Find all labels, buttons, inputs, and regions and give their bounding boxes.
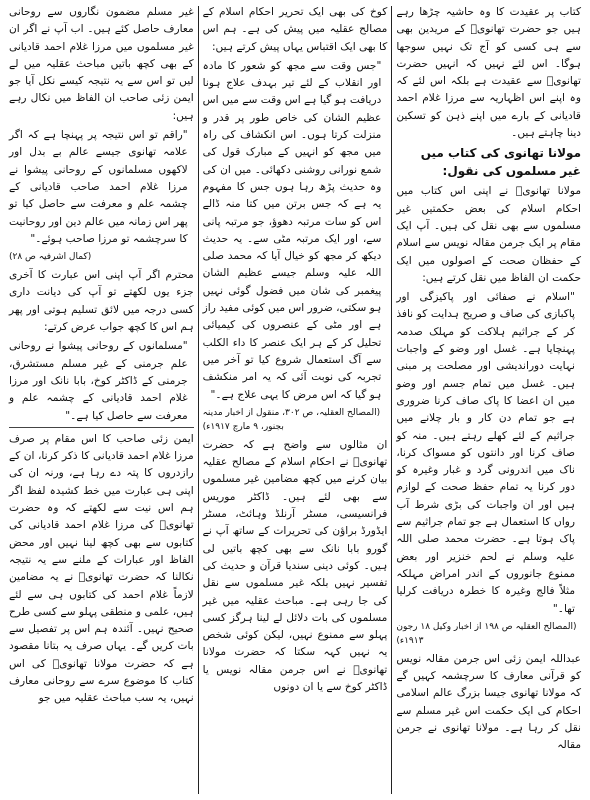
column-left <box>5 4 198 796</box>
section-separator <box>9 427 194 428</box>
body-paragraph: غیر مسلم مضمون نگاروں سے روحانی معارف حاصل کئے ہیں۔ اب آپ نے اگر ان غیر مسلموں میں مرزا غلام احمد قادیانی کے بھی کچھ باتیں مباحث عقلیہ میں لے لیں تو اس سے یہ نتیجہ کیسے نکل آیا جو ایمن زئی صاحب ان الفاظ میں نکال رہے ہیں: <box>8 6 194 122</box>
block-quote: "راقم تو اس نتیجہ پر پہنچا ہے کہ اگر علامہ تھانوی جیسے عالم بے بدل اور لاکھوں مسلمانوں کے روحانی پیشوا نے مرزا غلام احمد صاحب قادیانی کے چشمہ علم و معرفت سے حاصل کیا تو پھر اس زمانہ میں عالم دین اور روحانیت کا سرچشمہ تو مرزا صاحب ہوئے۔" <box>8 129 188 245</box>
block-quote: "مسلمانوں کے روحانی پیشوا نے روحانی علم جرمنی کے غیر مسلم مستشرق، جرمنی کے ڈاکٹر کوخ، بابا نانک اور مرزا غلام احمد قادیانی کے چشمہ علم و معرفت سے حاصل کیا ہے۔" <box>8 340 188 422</box>
block-quote: "جس وقت سے مجھ کو شعور کا مادہ اور انقلاب کے لئے تیر بہدف علاج ہونا دریافت ہو گیا ہے اس وقت سے میں اس عظیم الشان کی خاص طور پر قدر و منزلت کرتا ہوں۔ اس انکشاف کی راہ میں مجھ کو انہیں کے مبارک قول کی شمع نورانی روشنی دکھائی۔ میں ان کی وہ حدیث پڑھ رہا ہوں جس کا مفہوم یہ ہے کہ جس برتن میں کتا منہ ڈالے اس کو سات مرتبہ دھوؤ، جو مرتبہ پانی سے، اور ایک مرتبہ مٹی سے۔ یہ حدیث دیکھ کر مجھ کو خیال آیا کہ محمد صلی اللہ علیہ وسلم جیسے عظیم الشان پیغمبر کی شان میں فضول گوئی نہیں ہو سکتی، ضرور اس میں کوئی مفید راز ہے اور مٹی کے عنصروں کی کیمیائی تحلیل کر کے ہر ایک عنصر کا داء الکلب سے آگ استعمال شروع کیا تو آخر میں تجربہ کی نوبت آئی کہ یہ امر منکشف ہو گیا کہ اس مرض کا یہی علاج ہے۔" <box>202 59 382 401</box>
body-paragraph: ان مثالوں سے واضح ہے کہ حضرت تھانویؒ نے احکام اسلام کے مصالح عقلیہ بیان کرنے میں کچھ مضامین غیر مسلموں سے بھی لئے ہیں۔ ڈاکٹر موریس فرانسیسی، مسٹر آرنلڈ وہائٹ، مسٹر ایڈورڈ براؤن کی تحریرات کے ساتھ آپ نے گورو بابا نانک سے بھی کچھ باتیں لی ہیں۔ کوئی دینی سندیا قرآن و حدیث کی تفسیر نہیں بلکہ غیر مسلموں سے نقل کی جا رہی ہے۔ مباحث عقلیہ میں غیر مسلموں کی بات دلائل لے لینا ہرگز کسی پہلو سے ممنوع نہیں، لیکن کوئی شخص یہ نہیں کہہ سکتا کہ حضرت مولانا تھانویؒ نے اس جرمن مقالہ نویس یا ڈاکٹر کوخ سے یا ان دونوں <box>202 438 388 693</box>
body-paragraph: مولانا تھانویؒ نے اپنی اس کتاب میں احکام اسلام کی بعض حکمتیں غیر مسلموں سے بھی نقل کی ہیں۔ آپ ایک مقام پر ایک جرمن مقالہ نویس سے اسلام کے حفظان صحت کے اصولوں میں ایک حکمت ان الفاظ میں نقل کرتے ہیں: <box>396 185 581 284</box>
citation-reference: (المصالح العقلیہ ص ۱۹۸ از اخبار وکیل ۱۸ رجون ۱۹۱۳ء) <box>396 621 577 646</box>
citation-reference: (کمال اشرفیہ ص ۲۸) <box>8 252 92 263</box>
body-paragraph: محترم اگر آپ اپنی اس عبارت کا آخری جزء یوں لکھتے تو آپ کی دیانت داری کسی درجہ میں لائق تسلیم ہوتی اور پھر ہم اس کا کچھ جواب عرض کرتے: <box>8 269 194 334</box>
body-paragraph: عبداللہ ایمن زئی اس جرمن مقالہ نویس کو قرآنی معارف کا سرچشمہ کہیں گے کہ مولانا تھانوی جیسا بزرگ عالم اسلامی احکام کی ایک حکمت اس غیر مسلم سے نقل کر رہا ہے۔ مولانا تھانوی نے جرمن مقالہ <box>396 652 581 752</box>
body-paragraph: کوخ کی بھی ایک تحریر احکام اسلام کے مصالح عقلیہ میں پیش کی ہے۔ ہم اس کا بھی ایک اقتباس یہاں پیش کرتے ہیں: <box>202 6 388 53</box>
body-paragraph: کتاب پر عقیدت کا وہ حاشیہ چڑھا رہے ہیں جو حضرت تھانویؒ کے مریدین بھی سے ہی کسی کو آج تک نہیں سوجھا ہوگا۔ اس لئے نہیں کہ انہیں حضرت تھانویؒ سے عقیدت ہے بلکہ اس لئے کہ وہ اپنے اس اظہاریہ سے مرزا غلام احمد قادیانی کے بارے میں اپنے ذہن کو تسکین دینا چاہتے ہیں۔ <box>396 6 581 140</box>
column-right <box>392 4 585 796</box>
body-paragraph: ایمن زئی صاحب کا اس مقام پر صرف مرزا غلام احمد قادیانی کا ذکر کرنا، ان کے رازدروں کا پتہ دے رہا ہے، ورنہ ان کی اپنی ہی عبارت میں خط کشیدہ لفظ اگر ہم اس نیت سے لکھتے کہ وہ حضرت تھانویؒ کی مرزا غلام احمد قادیانی کی کتابوں سے بھی کچھ لینا نہیں اور محض الفاظ اور عبارات کے ملنے سے یہ نتیجہ نکالنا کہ حضرت تھانویؒ نے یہ مضامین لازماً غلام احمد کی کتابوں ہی سے لئے ہیں، علمی و منطقی پہلو سے کسی طرح صحیح نہیں۔ آئندہ ہم اس پر تفصیل سے بات کریں گے۔ یہاں صرف یہ بتانا مقصود ہے کہ حضرت مولانا تھانویؒ کی اس کتاب کا موضوع سرے سے روحانی معارف نہیں، یہ سب مباحث عقلیہ میں جو <box>8 432 194 705</box>
column-middle <box>199 4 392 796</box>
citation-reference: (المصالح العقلیہ، ص ۳۰۲، منقول از اخبار مدینہ بجنور، ۹ مارچ ۱۹۱۷ء) <box>202 407 381 432</box>
section-heading: مولانا تھانوی کی کتاب میں غیر مسلموں کی نقول: <box>420 146 581 179</box>
block-quote: "اسلام نے صفائی اور پاکیزگی اور پاکبازی کی صاف و صریح ہدایت کو نافذ کر کے جراثیم ہلاکت کو مہلک صدمہ پہنچایا ہے۔ غسل اور وضو کے واجبات نہایت دوراندیشی اور مصلحت پر مبنی ہیں۔ غسل میں تمام جسم اور وضو میں ان اعضا کا پاک صاف کرنا ضروری ہے جو تمام دن کار و بار چلانے میں جراثیم کے لئے کھلے رہتے ہیں۔ منہ کو صاف کرنا اور دانتوں کو مسواک کرنا، ناک میں اندرونی گرد و غبار وغیرہ کو دور کرنا یہ تمام حفظ صحت کے لوازم ہیں اور ان واجبات کی بڑی شرط آب رواں کا استعمال ہے جو تمام جراثیم سے پاک ہوتا ہے۔ حضرت محمد صلی اللہ علیہ وسلم نے لحم خنزیر اور بعض ممنوع جانوروں کے اندر امراض مہلکہ مثلاً فالج وغیرہ کا خطرہ دریافت کرلیا تھا۔" <box>396 291 575 615</box>
